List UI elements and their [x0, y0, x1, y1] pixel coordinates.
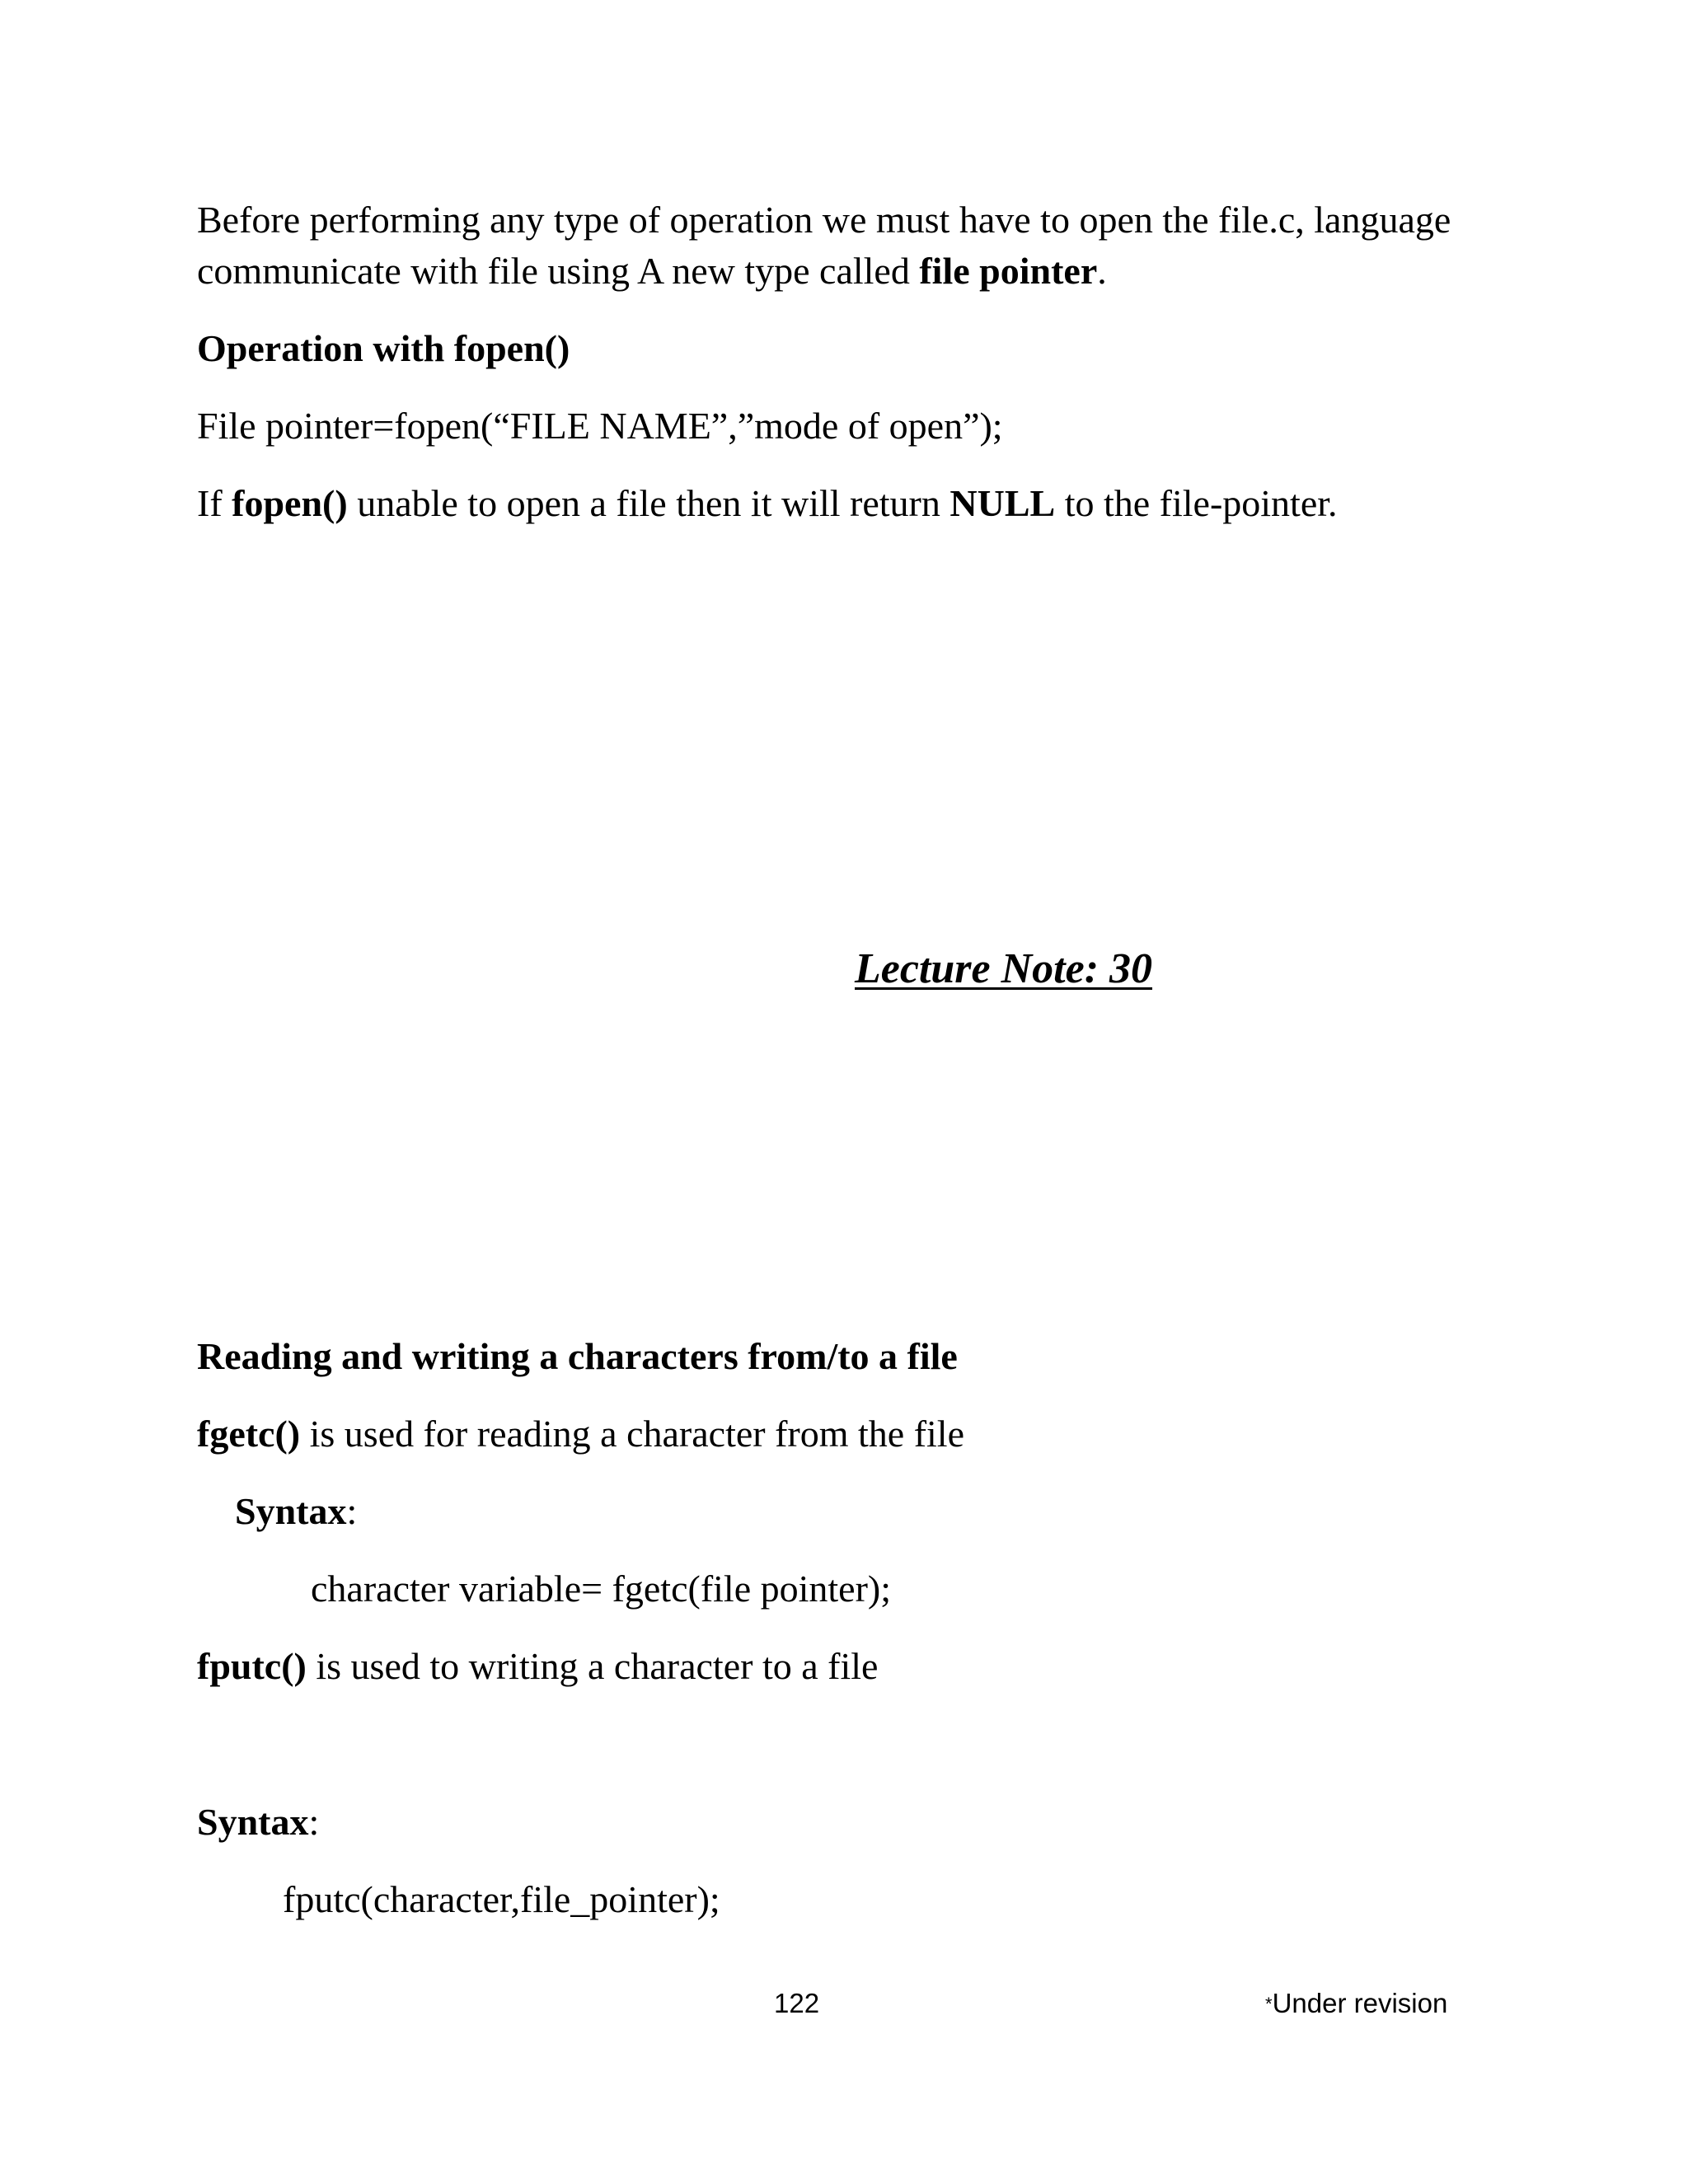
- fopen-note-end: to the file-pointer.: [1055, 482, 1338, 524]
- fopen-syntax: [197, 407, 1003, 445]
- intro-text-2: communicate with file using A new type called: [197, 250, 920, 292]
- revision-text: Under revision: [1272, 1988, 1448, 2018]
- fgetc-term: fgetc(): [197, 1413, 301, 1455]
- fputc-syntax-text: fputc(character,file_pointer);: [283, 1878, 720, 1920]
- revision-asterisk: *: [1265, 1994, 1273, 2014]
- fopen-null-note: [197, 482, 1338, 524]
- fgetc-syntax: [311, 1570, 891, 1608]
- fgetc-syntax-label-line: [235, 1490, 358, 1532]
- file-pointer-term: file pointer: [919, 250, 1098, 292]
- fgetc-syntax-text: character variable= fgetc(file pointer);: [311, 1568, 892, 1610]
- fgetc-syntax-colon: :: [346, 1490, 358, 1532]
- page-number: 122: [774, 1988, 820, 2018]
- fopen-note-middle: unable to open a file then it will return: [347, 482, 950, 524]
- fopen-note-start: If: [197, 482, 232, 524]
- intro-line-2: [197, 252, 1107, 290]
- fputc-syntax: [283, 1878, 720, 1920]
- lecture-note-title: Lecture Note: 30: [855, 945, 1153, 992]
- fputc-desc-text: is used to writing a character to a file: [306, 1645, 879, 1687]
- fgetc-syntax-label: Syntax: [235, 1490, 347, 1532]
- fgetc-desc-text: is used for reading a character from the file: [300, 1413, 965, 1455]
- revision-note: [1265, 1990, 1447, 2017]
- fputc-syntax-colon: :: [308, 1801, 320, 1843]
- fputc-syntax-label-line: [197, 1803, 319, 1841]
- intro-text-1: Before performing any type of operation we must have to open the file.c, language: [197, 199, 1451, 241]
- fopen-heading: Operation with fopen(): [197, 327, 570, 369]
- fopen-syntax-text: File pointer=fopen(“FILE NAME”,”mode of open”);: [197, 405, 1003, 447]
- fgetc-description: [197, 1415, 964, 1453]
- intro-line-1: [197, 201, 1451, 239]
- null-term: NULL: [950, 482, 1056, 524]
- fopen-term: fopen(): [232, 482, 348, 524]
- intro-text-2-end: .: [1097, 250, 1107, 292]
- fputc-term: fputc(): [197, 1645, 307, 1687]
- fputc-description: [197, 1647, 878, 1685]
- char-io-heading: Reading and writing a characters from/to a file: [197, 1335, 958, 1377]
- fputc-syntax-label: Syntax: [197, 1801, 309, 1843]
